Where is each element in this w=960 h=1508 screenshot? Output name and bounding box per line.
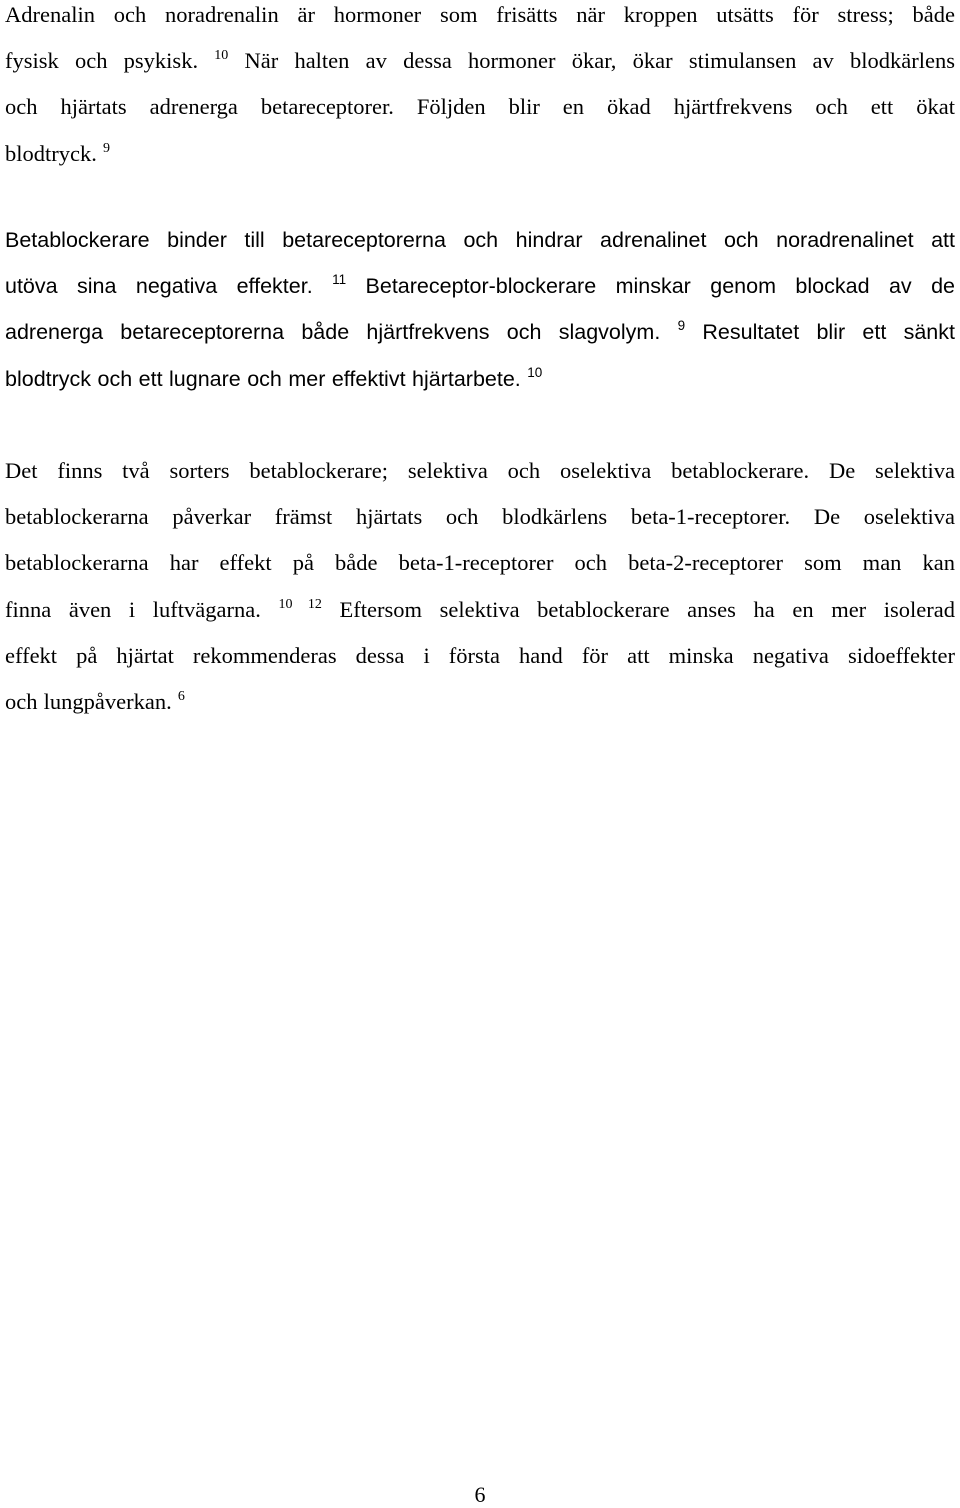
text-line bbox=[5, 309, 955, 355]
footnote-reference: 10 12 bbox=[278, 596, 322, 612]
paragraph-betablockers-mechanism bbox=[5, 217, 955, 402]
text-line bbox=[5, 633, 955, 679]
text-line bbox=[5, 448, 955, 494]
text-span: adrenerga betareceptorerna både hjärtfrekvens och slagvolym. bbox=[5, 320, 678, 345]
text-span: fysisk och psykisk. bbox=[5, 48, 215, 74]
text-span: och hjärtats adrenerga betareceptorer. Följden blir en ökad hjärtfrekvens och ett ökat bbox=[5, 94, 955, 120]
text-span: Betareceptor-blockerare minskar genom blockad av de bbox=[346, 274, 955, 299]
text-line bbox=[5, 494, 955, 540]
text-span: Adrenalin och noradrenalin är hormoner som frisätts när kroppen utsätts för stress; både bbox=[5, 2, 955, 27]
text-span: Betablockerare binder till betareceptorerna och hindrar adrenalinet och noradrenalinet att bbox=[5, 228, 955, 252]
text-span: Eftersom selektiva betablockerare anses ha en mer isolerad bbox=[321, 596, 956, 622]
footnote-reference: 9 bbox=[102, 140, 110, 156]
text-line bbox=[5, 679, 955, 725]
text-span: betablockerarna har effekt på både beta-1-receptorer och beta-2-receptorer som man kan bbox=[5, 550, 955, 576]
paragraph-betablocker-types bbox=[5, 448, 955, 725]
paragraph-hormones bbox=[5, 0, 955, 177]
text-span: betablockerarna påverkar främst hjärtats och blodkärlens beta-1-receptorer. De oselektiva bbox=[5, 504, 955, 530]
text-line bbox=[5, 38, 955, 84]
text-span: utöva sina negativa effekter. bbox=[5, 274, 333, 299]
text-span: blodtryck och ett lugnare och mer effektivt hjärtarbete. bbox=[5, 366, 528, 391]
text-line bbox=[5, 0, 955, 38]
text-span: blodtryck. bbox=[5, 140, 103, 166]
page-number: 6 bbox=[474, 1482, 486, 1507]
footnote-reference: 11 bbox=[332, 272, 347, 288]
text-line bbox=[5, 84, 955, 130]
footnote-reference: 10 bbox=[214, 48, 229, 64]
text-span: Resultatet blir ett sänkt bbox=[685, 320, 955, 345]
footnote-reference: 6 bbox=[177, 688, 185, 704]
text-line bbox=[5, 540, 955, 586]
footnote-reference: 10 bbox=[527, 364, 543, 380]
text-line bbox=[5, 263, 955, 309]
text-span: När halten av dessa hormoner ökar, ökar stimulansen av blodkärlens bbox=[228, 48, 955, 74]
text-line bbox=[5, 356, 955, 402]
text-span: finna även i luftvägarna. bbox=[5, 596, 279, 622]
text-line bbox=[5, 587, 955, 633]
text-span: och lungpåverkan. bbox=[5, 688, 178, 714]
text-line bbox=[5, 217, 955, 263]
text-span: Det finns två sorters betablockerare; selektiva och oselektiva betablockerare. De selektiva bbox=[5, 458, 955, 483]
text-span: effekt på hjärtat rekommenderas dessa i första hand för att minska negativa sidoeffekter bbox=[5, 642, 955, 668]
footnote-reference: 9 bbox=[677, 318, 686, 334]
text-line bbox=[5, 131, 955, 177]
